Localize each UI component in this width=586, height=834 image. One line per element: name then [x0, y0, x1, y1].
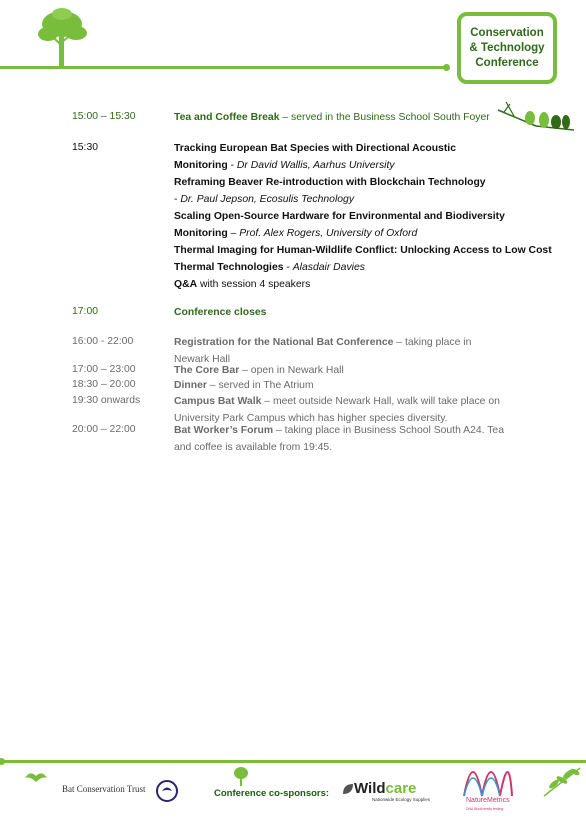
- talk-title: Monitoring: [174, 228, 228, 239]
- qa-detail: with session 4 speakers: [197, 279, 311, 290]
- event-time: 19:30 onwards: [72, 395, 141, 406]
- footer-divider: [0, 760, 586, 763]
- event-entry: [174, 377, 574, 394]
- talk-title: Reframing Beaver Re-introduction with Blockchain Technology: [174, 177, 486, 188]
- naturemetrics-tagline: DNA Biodiversity testing: [466, 807, 504, 811]
- event-title: Dinner: [174, 380, 207, 391]
- talk-speaker: Dr David Wallis, Aarhus University: [236, 160, 395, 171]
- event-detail: – meet outside Newark Hall, walk will take place on: [261, 396, 500, 407]
- talk-title: Scaling Open-Source Hardware for Environmental and Biodiversity: [174, 211, 505, 222]
- tree-icon: [32, 8, 92, 68]
- wildcare-text: Wild: [354, 780, 386, 797]
- event-time: 16:00 - 22:00: [72, 336, 134, 347]
- event-title: Registration for the National Bat Conference: [174, 337, 394, 348]
- small-tree-icon: [232, 766, 250, 786]
- bct-emblem-icon: [156, 780, 178, 802]
- wildcare-text: care: [385, 780, 417, 797]
- talk-separator: -: [283, 262, 293, 273]
- talk-speaker: Dr. Paul Jepson, Ecosulis Technology: [180, 194, 355, 205]
- event-time: 17:00 – 23:00: [72, 364, 136, 375]
- entry-title: Tea and Coffee Break: [174, 112, 280, 123]
- schedule-time: 15:30: [72, 142, 99, 153]
- event-detail: – taking place in Business School South A24. Tea: [273, 425, 504, 436]
- event-title: Campus Bat Walk: [174, 396, 262, 407]
- conference-title-line: Conference: [475, 56, 539, 69]
- conference-title-line: Conservation: [470, 26, 544, 39]
- schedule-entry: [174, 109, 574, 126]
- talk-speaker: Alasdair Davies: [292, 262, 365, 273]
- naturemetrics-logo: NatureMetrics: [466, 797, 510, 804]
- talk-title: Tracking European Bat Species with Directional Acoustic: [174, 143, 456, 154]
- event-entry: [174, 422, 574, 456]
- naturemetrics-dna-icon: [462, 770, 514, 798]
- wildcare-logo: [354, 780, 416, 797]
- event-detail: Newark Hall: [174, 354, 231, 365]
- event-detail: – taking place in: [393, 337, 472, 348]
- qa-label: Q&A: [174, 279, 198, 290]
- event-detail: – open in Newark Hall: [239, 365, 344, 376]
- talk-separator: -: [227, 160, 237, 171]
- bat-conservation-trust-logo: Bat Conservation Trust: [62, 784, 146, 794]
- talk-title: Thermal Technologies: [174, 262, 284, 273]
- schedule-time: 17:00: [72, 306, 99, 317]
- wildcare-leaf-icon: [342, 783, 354, 795]
- header-divider: [0, 66, 446, 69]
- event-time: 18:30 – 20:00: [72, 379, 136, 390]
- talk-speaker: Prof. Alex Rogers, University of Oxford: [239, 228, 418, 239]
- event-detail: and coffee is available from 19:45.: [174, 442, 333, 453]
- bat-icon: [24, 768, 48, 786]
- talk-title: Thermal Imaging for Human-Wildlife Conflict: Unlocking Access to Low Cost: [174, 245, 552, 256]
- talk-separator: –: [227, 228, 240, 239]
- session-talks: [174, 140, 574, 293]
- schedule-time: 15:00 – 15:30: [72, 111, 136, 122]
- talk-title: Monitoring: [174, 160, 228, 171]
- leaf-branch-icon: [542, 764, 582, 798]
- event-title: Bat Worker’s Forum: [174, 425, 274, 436]
- wildcare-tagline: Nationwide Ecology Supplies: [372, 797, 431, 802]
- conference-title-box: [457, 12, 557, 84]
- entry-detail: – served in the Business School South Foyer: [279, 112, 490, 123]
- talk-separator: -: [174, 194, 181, 205]
- event-detail: University Park Campus which has higher species diversity.: [174, 413, 448, 424]
- co-sponsors-label: Conference co-sponsors:: [214, 788, 330, 799]
- schedule-entry: Conference closes: [174, 307, 267, 318]
- conference-title-line: & Technology: [469, 41, 545, 54]
- event-title: The Core Bar: [174, 365, 240, 376]
- event-detail: – served in The Atrium: [206, 380, 314, 391]
- event-time: 20:00 – 22:00: [72, 424, 136, 435]
